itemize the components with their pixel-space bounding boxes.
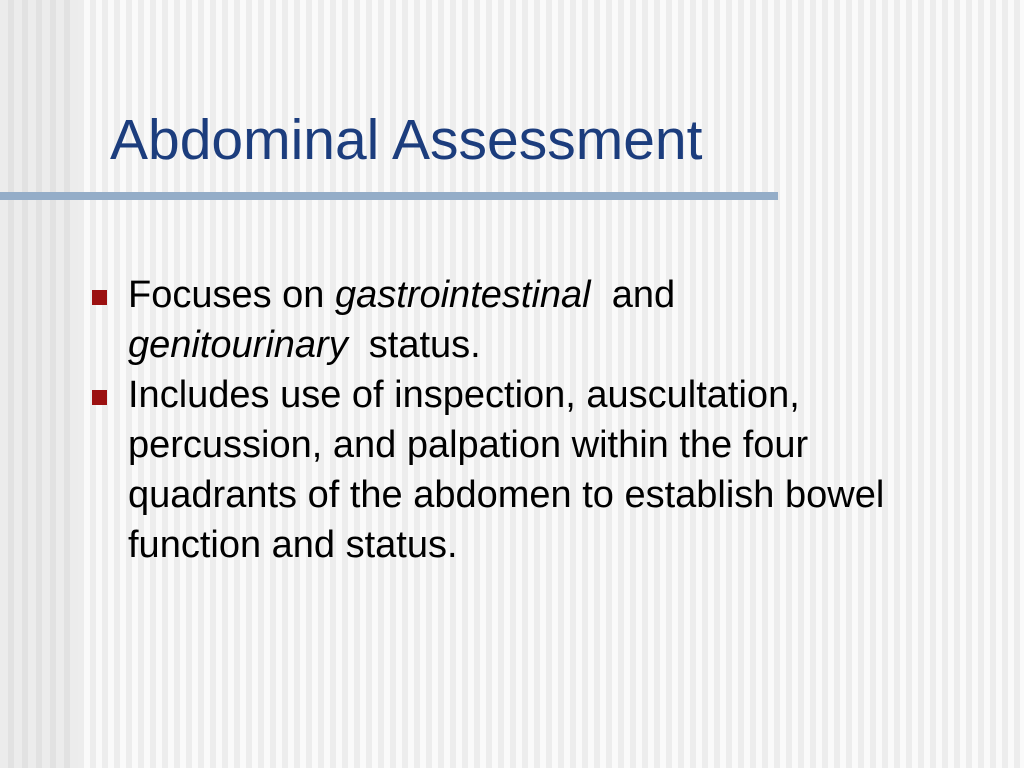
bullet-text-part: Includes use of inspection, auscultation, percussion, and palpation within the four quadrants of the abdomen to establish bowel function and status. [128, 374, 885, 566]
bullet-text-emphasis-gastrointestinal: gastrointestinal [335, 274, 591, 316]
left-decorative-band [0, 0, 78, 768]
square-bullet-icon [92, 390, 107, 405]
bullet-text-part: and [590, 274, 686, 316]
bullet-text-emphasis-genitourinary: genitourinary [128, 324, 348, 366]
bullet-item-focus [88, 270, 968, 370]
bullet-text-part: Focuses on [128, 274, 335, 316]
slide-title: Abdominal Assessment [110, 108, 703, 172]
title-underline-rule [0, 192, 778, 200]
square-bullet-icon [92, 290, 107, 305]
bullet-list [88, 270, 968, 570]
bullet-text-part: status. [347, 324, 481, 366]
bullet-item-includes [88, 370, 968, 570]
